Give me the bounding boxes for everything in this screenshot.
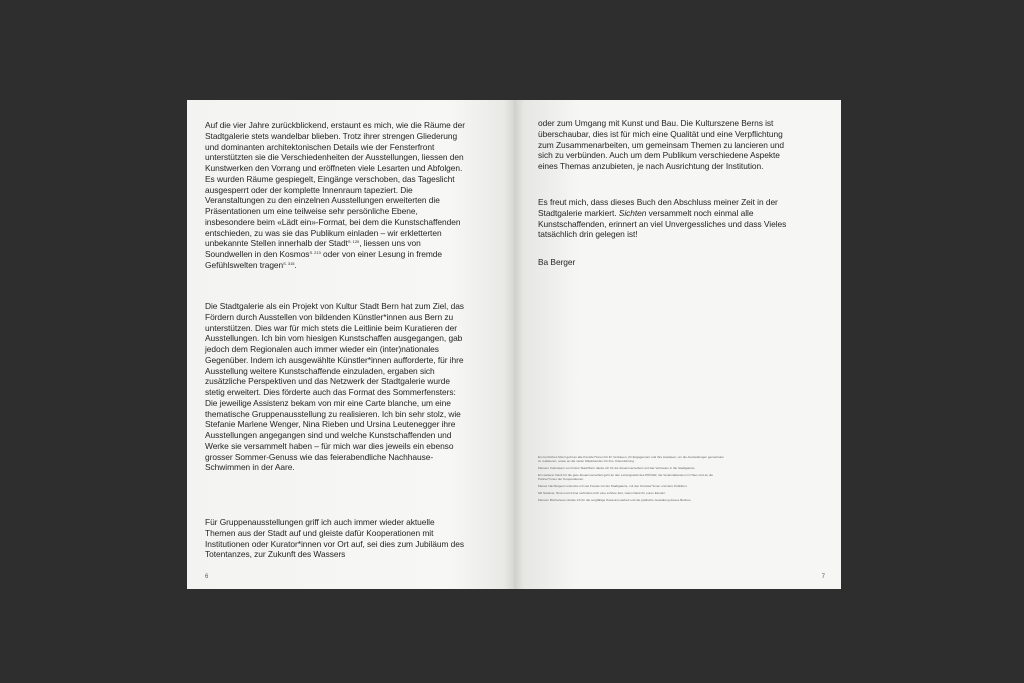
body-paragraph: Es freut mich, dass dieses Buch den Abschluss meiner Zeit in der Stadtgalerie markiert. Sichten versammelt noch einmal alle Kunstschaffenden, erinnert an viel Unvergessliches und dass Vieles tatsächlich drin gelegen ist! — [538, 197, 787, 240]
acknowledgement-note: Ein herzliches Merci geht an alle Künstler*innen für ihr Vertrauen, ihr Engagement und ihre Ausdauer, um die Ausstellungen gemeinsam zu realisieren, sowie an die vielen Mitwirkenden für ihre Unterstützung. — [538, 455, 724, 464]
acknowledgement-note: Meiner Nachfolgerin wünsche ich viel Freude mit der Stadtgalerie, mit den Künstler*innen und dem Publikum. — [538, 484, 688, 489]
acknowledgement-note: Ein weiterer Dank für die gute Zusammenarbeit geht an den Leitungsstab des PROGR, die Veranstaltenden im Haus und an die Partner*innen der Kooperationen. — [538, 473, 714, 482]
body-paragraph: Auf die vier Jahre zurückblickend, erstaunt es mich, wie die Räume der Stadtgalerie stets wandelbar blieben. Trotz ihrer strengen Gliederung und dominanten architektonischen Details wie der Fensterfront unterstützten sie die Verschiedenheiten der Ausstellungen, liessen den Kunstwerken den Vorrang und eröffneten viele Lesarten und Abfolgen. Es wurden Räume gespiegelt, Eingänge verschoben, das Tageslicht ausgesperrt oder der komplette Innenraum tapeziert. Die Veranstaltungen zu den einzelnen Ausstellungen erweiterten die Präsentationen um eine teilweise sehr persönliche Ebene, insbesondere beim «Lädt ein»-Format, bei dem die Kunstschaffenden entschieden, zu was sie das Publikum einladen – wir erkletterten unbekannte Stellen innerhalb der Stadt$^{S. 120}$, liessen uns von Soundwellen in den Kosmos$^{S. 213}$ oder von einer Lesung in fremde Gefühlswelten tragen$^{S. 315}$. — [205, 120, 465, 270]
left-page — [187, 100, 514, 589]
author-signature: Ba Berger — [538, 257, 576, 267]
body-paragraph: oder zum Umgang mit Kunst und Bau. Die Kulturszene Berns ist überschaubar, dies ist für mich eine Qualität und eine Verpflichtung zum Zusammenarbeiten, um gemeinsam Themen zu lancieren und sich zu verbünden. Auch um dem Publikum verschiedene Aspekte eines Themas anzubieten, je nach Ausrichtung der Institution. — [538, 118, 784, 171]
right-page — [514, 100, 841, 589]
page-reference: S. 315 — [283, 260, 295, 266]
book-title: Sichten — [618, 207, 647, 218]
open-book — [187, 100, 841, 589]
acknowledgement-note: Meinem Bücherteam danke ich für die sorgfältige Zusammenarbeit und die grafische Gestaltung dieses Buches. — [538, 498, 692, 503]
acknowledgements — [538, 455, 728, 505]
page-reference: S. 120 — [347, 239, 360, 245]
body-paragraph: Die Stadtgalerie als ein Projekt von Kultur Stadt Bern hat zum Ziel, das Fördern durch Ausstellen von bildenden Künstler*innen aus Bern zu unterstützen. Dies war für mich stets die Leitlinie beim Kuratieren der Ausstellungen. Ich bin vom hiesigen Kunstschaffen ausgegangen, gab jedoch dem Regionalen auch immer wieder ein (inter)nationales Gegenüber. Indem ich ausgewählte Künstler*innen aufforderte, für ihre Ausstellung weitere Kunstschaffende einzuladen, ergaben sich zusätzliche Perspektiven und das Netzwerk der Stadtgalerie wurde stetig erweitert. Dies förderte auch das Format des Sommerfensters: Die jeweilige Assistenz bekam von mir eine Carte blanche, um eine thematische Gruppenausstellung zu realisieren. Ich bin sehr stolz, wie Stefanie Marlene Wenger, Nina Rieben und Ursina Leutenegger ihre Ausstellungen angegangen sind und welche Kunstschaffenden und Werke sie versammelt haben – für mich war dies jeweils ein ebenso grosser Sommer-Genuss wie das feierabendliche Nachhause-Schwimmen in der Aare. — [205, 301, 464, 473]
body-paragraph: Für Gruppenausstellungen griff ich auch immer wieder aktuelle Themen aus der Stadt auf und gleiste dafür Kooperationen mit Institutionen oder Kurator*innen vor Ort auf, sei dies zum Jubiläum des Totentanzes, zur Zukunft des Wassers — [205, 517, 465, 560]
page-reference: S. 213 — [309, 250, 321, 255]
page-number: 6 — [205, 574, 209, 580]
page-number: 7 — [821, 574, 825, 580]
acknowledgement-note: Meinem Kulturteam von Kultur Stadt Bern danke ich für die Zusammenarbeit und das Vertrauen in die Stadtgalerie. — [538, 466, 696, 471]
acknowledgement-note: Mit Stefanie, Nina und Ursina verbindet mich eine schöne Zeit, vielen Dank für euren Einsatz. — [538, 491, 666, 496]
